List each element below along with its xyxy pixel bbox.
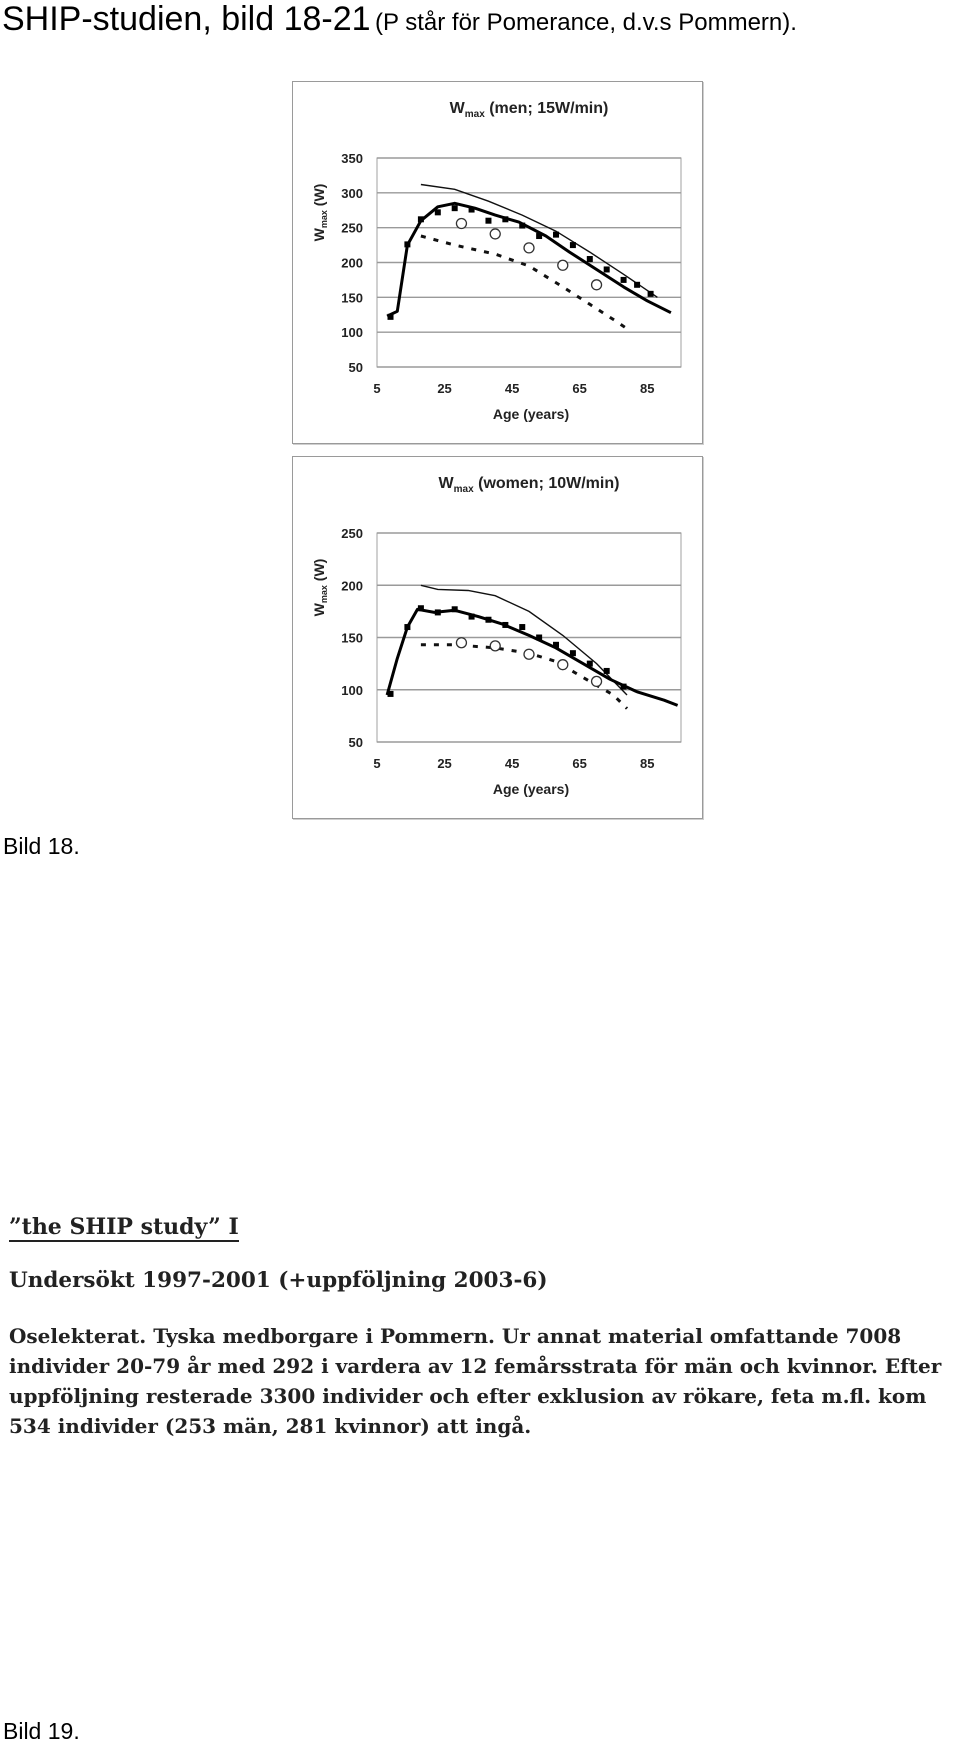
women-y-axis-label-rest: (W) [311, 558, 327, 586]
women-y-axis-label-main: W [311, 603, 327, 617]
caption-bild-18: Bild 18. [3, 833, 80, 859]
men-square-point [469, 207, 475, 213]
men-square-point [404, 241, 410, 247]
women-square-point [435, 609, 441, 615]
heading-main: SHIP-studien, bild 18-21 [2, 0, 371, 38]
women-wmax-chart-svg [293, 457, 702, 818]
women-circle-point [524, 649, 534, 659]
men-y-axis-label-sub: max [319, 210, 329, 229]
men-ytick-label: 150 [341, 290, 363, 306]
women-circle-point [490, 641, 500, 651]
women-circle-point [456, 638, 466, 648]
women-square-point [418, 605, 424, 611]
women-title [439, 475, 620, 495]
men-xtick-label: 65 [572, 381, 587, 396]
men-xtick-label: 45 [504, 381, 520, 396]
men-square-point [388, 314, 394, 320]
women-y-axis-label-sub: max [319, 585, 329, 604]
men-circle-point [490, 229, 500, 239]
men-circle-point [524, 243, 534, 253]
women-x-axis-label: Age (years) [492, 781, 570, 797]
men-xtick-label: 5 [373, 381, 381, 396]
men-square-point [418, 216, 424, 222]
men-square-point [621, 277, 627, 283]
men-square-point [485, 218, 491, 224]
men-square-point [648, 291, 654, 297]
women-ytick-label: 150 [341, 630, 363, 646]
women-xtick-label: 85 [639, 756, 655, 771]
men-square-point [452, 205, 458, 211]
women-square-point [519, 624, 525, 630]
women-xtick-label: 5 [373, 756, 381, 771]
men-y-axis-label [311, 184, 329, 242]
men-ytick-label: 300 [341, 185, 363, 201]
men-square-point [502, 216, 508, 222]
heading-note: (P står för Pomerance, d.v.s Pommern). [375, 9, 797, 36]
women-ytick-label: 100 [341, 682, 363, 698]
men-square-point [553, 232, 559, 238]
women-title-main: W [438, 475, 454, 492]
women-circle-point [558, 660, 568, 670]
men-ytick-label: 200 [341, 255, 363, 271]
men-square-point [587, 256, 593, 262]
women-square-point [404, 624, 410, 630]
men-square-point [570, 242, 576, 248]
women-title-rest: (women; 10W/min) [473, 475, 620, 492]
women-square-point [502, 622, 508, 628]
men-wmax-chart-svg [293, 82, 702, 443]
ship-study-title: ”the SHIP study” I [9, 1214, 239, 1240]
women-xtick-label: 65 [572, 756, 587, 771]
men-circle-point [456, 218, 466, 228]
women-square-point [536, 635, 542, 641]
women-square-point [485, 617, 491, 623]
men-circle-point [558, 260, 568, 270]
men-xtick-label: 85 [639, 381, 655, 396]
caption-bild-19: Bild 19. [3, 1718, 80, 1744]
women-square-point [570, 650, 576, 656]
women-square-point [553, 642, 559, 648]
women-ytick-label: 250 [341, 526, 363, 541]
women-square-point [452, 606, 458, 612]
men-square-point [519, 223, 525, 229]
ship-study-subtitle: Undersökt 1997-2001 (+uppföljning 2003-6) [9, 1268, 548, 1293]
men-circle-point [592, 280, 602, 290]
women-xtick-label: 45 [504, 756, 520, 771]
men-ytick-label: 350 [341, 151, 363, 166]
men-square-point [604, 266, 610, 272]
men-ytick-label: 250 [341, 220, 363, 236]
women-xtick-label: 25 [437, 756, 452, 771]
ship-study-excerpt [9, 1214, 959, 1441]
women-square-point [587, 661, 593, 667]
women-y-axis-label [311, 559, 329, 617]
men-x-axis-label: Age (years) [492, 406, 570, 422]
women-ytick-label: 50 [348, 735, 363, 750]
men-y-axis-label-rest: (W) [311, 183, 327, 211]
women-wmax-chart [292, 456, 703, 819]
women-title-sub: max [453, 484, 474, 495]
men-ytick-label: 50 [348, 360, 363, 375]
ship-study-body: Oselekterat. Tyska medborgare i Pommern. Ur annat material omfattande 7008 individer 20-79 år med 292 i vardera av 12 femårsstrata för män och kvinnor. Efter uppföljning resterade 3300 individer och efter exklusion av rökare, feta m.fl. kom 534 individer (253 män, 281 kvinnor) att ingå. [9, 1324, 942, 1438]
men-square-point [634, 282, 640, 288]
men-square-point [435, 209, 441, 215]
men-title-main: W [449, 100, 465, 117]
women-ytick-label: 200 [341, 578, 363, 594]
men-title [450, 100, 609, 120]
women-square-point [469, 614, 475, 620]
men-wmax-chart [292, 81, 703, 444]
men-ytick-label: 100 [341, 325, 363, 341]
women-square-point [388, 691, 394, 697]
women-circle-point [592, 676, 602, 686]
men-title-sub: max [464, 109, 485, 120]
men-xtick-label: 25 [437, 381, 452, 396]
men-title-rest: (men; 15W/min) [484, 100, 609, 117]
men-y-axis-label-main: W [311, 228, 327, 242]
women-square-point [604, 668, 610, 674]
women-square-point [621, 684, 627, 690]
men-square-point [536, 233, 542, 239]
men-series-fit-line [387, 203, 671, 316]
page-heading [2, 0, 797, 39]
